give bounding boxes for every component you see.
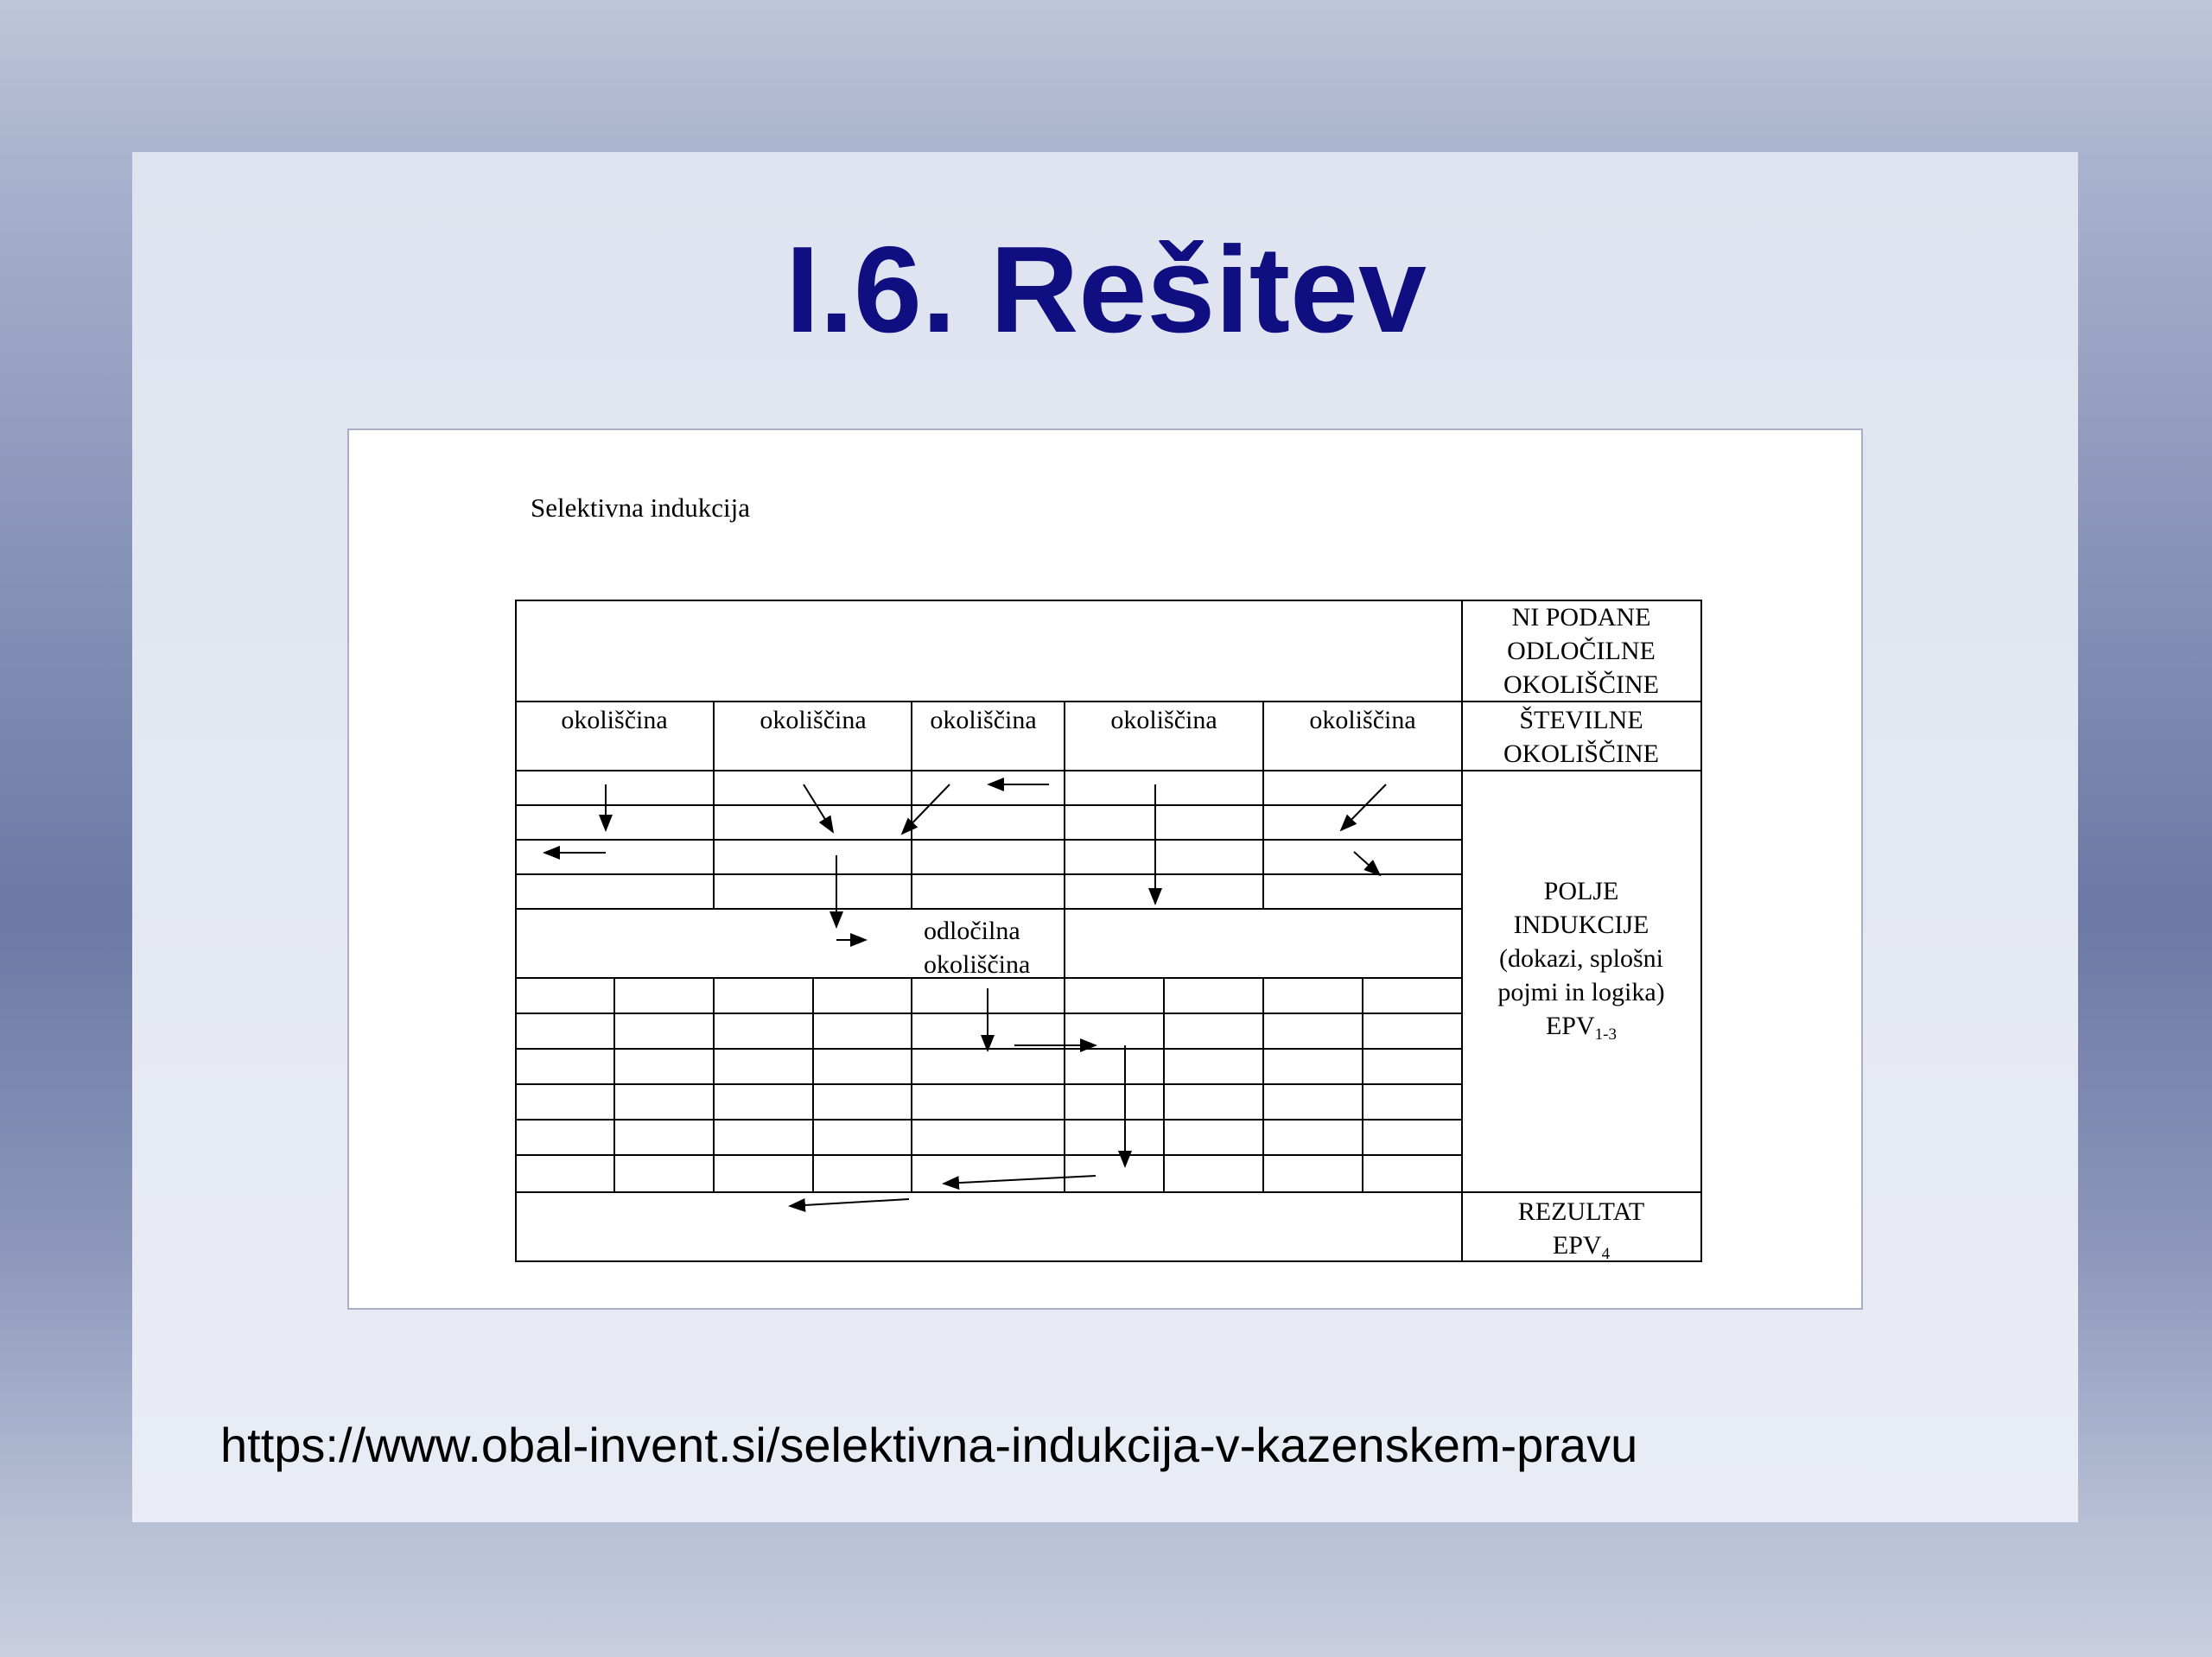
numerous-line: OKOLIŠČINE — [1503, 740, 1659, 768]
decisive-line: odločilna — [924, 917, 1020, 945]
result-label: REZULTAT — [1517, 1197, 1645, 1226]
result-epv-main: EPV — [1552, 1231, 1602, 1260]
column-header: okoliščina — [930, 706, 1037, 734]
flow-arrow — [1341, 784, 1386, 830]
flow-arrow — [944, 1176, 1096, 1184]
result-epv-label — [1553, 1231, 1611, 1263]
diagram-frame — [347, 429, 1863, 1310]
column-headers — [561, 706, 1415, 734]
column-header: okoliščina — [561, 706, 668, 734]
flow-arrow — [790, 1199, 909, 1206]
selective-induction-diagram — [349, 430, 1865, 1311]
induction-flow-arrows — [544, 784, 1386, 1206]
column-header: okoliščina — [1110, 706, 1217, 734]
flow-arrow — [1354, 852, 1380, 875]
flow-arrow — [902, 784, 950, 834]
column-header: okoliščina — [1309, 706, 1416, 734]
induction-field-line: POLJE — [1543, 877, 1619, 905]
numerous-line: ŠTEVILNE — [1519, 706, 1643, 734]
column-header: okoliščina — [760, 706, 867, 734]
flow-arrow — [804, 784, 833, 832]
epv-range-label — [1546, 1012, 1617, 1044]
epv-main: EPV — [1545, 1012, 1595, 1040]
induction-field-line: INDUKCIJE — [1513, 911, 1649, 939]
no-decisive-line: OKOLIŠČINE — [1503, 670, 1659, 699]
induction-field-line: (dokazi, splošni — [1499, 944, 1663, 973]
slide-title: I.6. Rešitev — [785, 221, 1427, 359]
result-epv-subscript: 4 — [1601, 1245, 1611, 1263]
induction-field-line: pojmi in logika) — [1497, 978, 1665, 1006]
decisive-line: okoliščina — [924, 950, 1031, 979]
source-url: https://www.obal-invent.si/selektivna-indukcija-v-kazenskem-pravu — [220, 1418, 1638, 1472]
diagram-caption: Selektivna indukcija — [531, 492, 750, 523]
epv-subscript: 1-3 — [1594, 1025, 1618, 1044]
no-decisive-line: ODLOČILNE — [1507, 637, 1656, 665]
no-decisive-line: NI PODANE — [1511, 603, 1651, 632]
decisive-circumstance-label — [924, 917, 1030, 979]
